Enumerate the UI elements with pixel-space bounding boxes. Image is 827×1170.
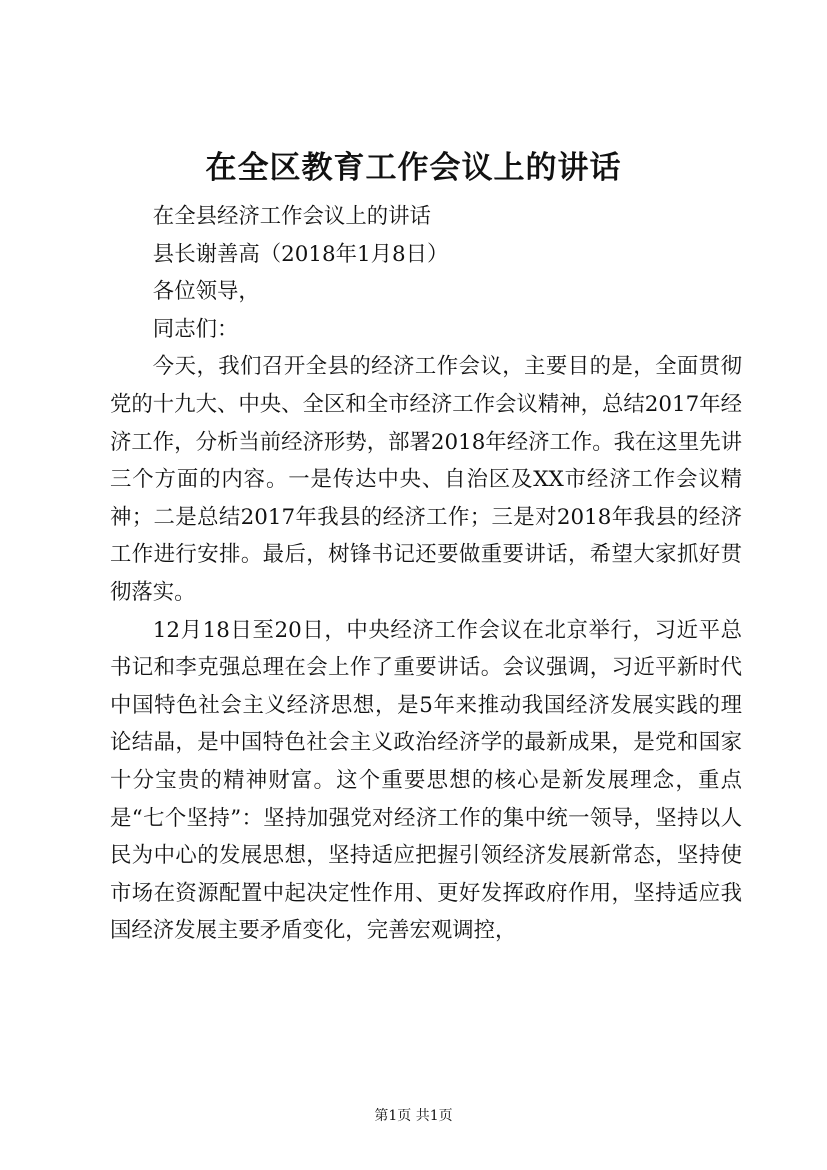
document-title: 在全区教育工作会议上的讲话 (205, 150, 622, 186)
body-paragraph: 今天，我们召开全县的经济工作会议，主要目的是，全面贯彻党的十九大、中央、全区和全市经济工作会议精神，总结2017年经济工作，分析当前经济形势，部署2018年经济工作。我在这里先讲三个方面的内容。一是传达中央、自治区及XX市经济工作会议精神；二是总结2017年我县的经济工作；三是对2018年我县的经济工作进行安排。最后，树锋书记还要做重要讲话，希望大家抓好贯彻落实。 (110, 354, 742, 605)
body-paragraph: 12月18日至20日，中央经济工作会议在北京举行，习近平总书记和李克强总理在会上作了重要讲话。会议强调，习近平新时代中国特色社会主义经济思想，是5年来推动我国经济发展实践的理论结晶，是中国特色社会主义政治经济学的最新成果，是党和国家十分宝贵的精神财富。这个重要思想的核心是新发展理念，重点是“七个坚持”：坚持加强党对经济工作的集中统一领导，坚持以人民为中心的发展思想，坚持适应把握引领经济发展新常态，坚持使市场在资源配置中起决定性作用、更好发挥政府作用，坚持适应我国经济发展主要矛盾变化，完善宏观调控， (110, 617, 742, 944)
page-footer: 第1页 共1页 (374, 1108, 453, 1124)
salutation-comrades: 同志们： (152, 316, 239, 342)
document-body (110, 198, 742, 950)
speaker-line: 县长谢善高（2018年1月8日） (152, 241, 449, 267)
salutation-leaders: 各位领导， (152, 279, 260, 305)
speech-heading: 在全县经济工作会议上的讲话 (152, 204, 431, 229)
